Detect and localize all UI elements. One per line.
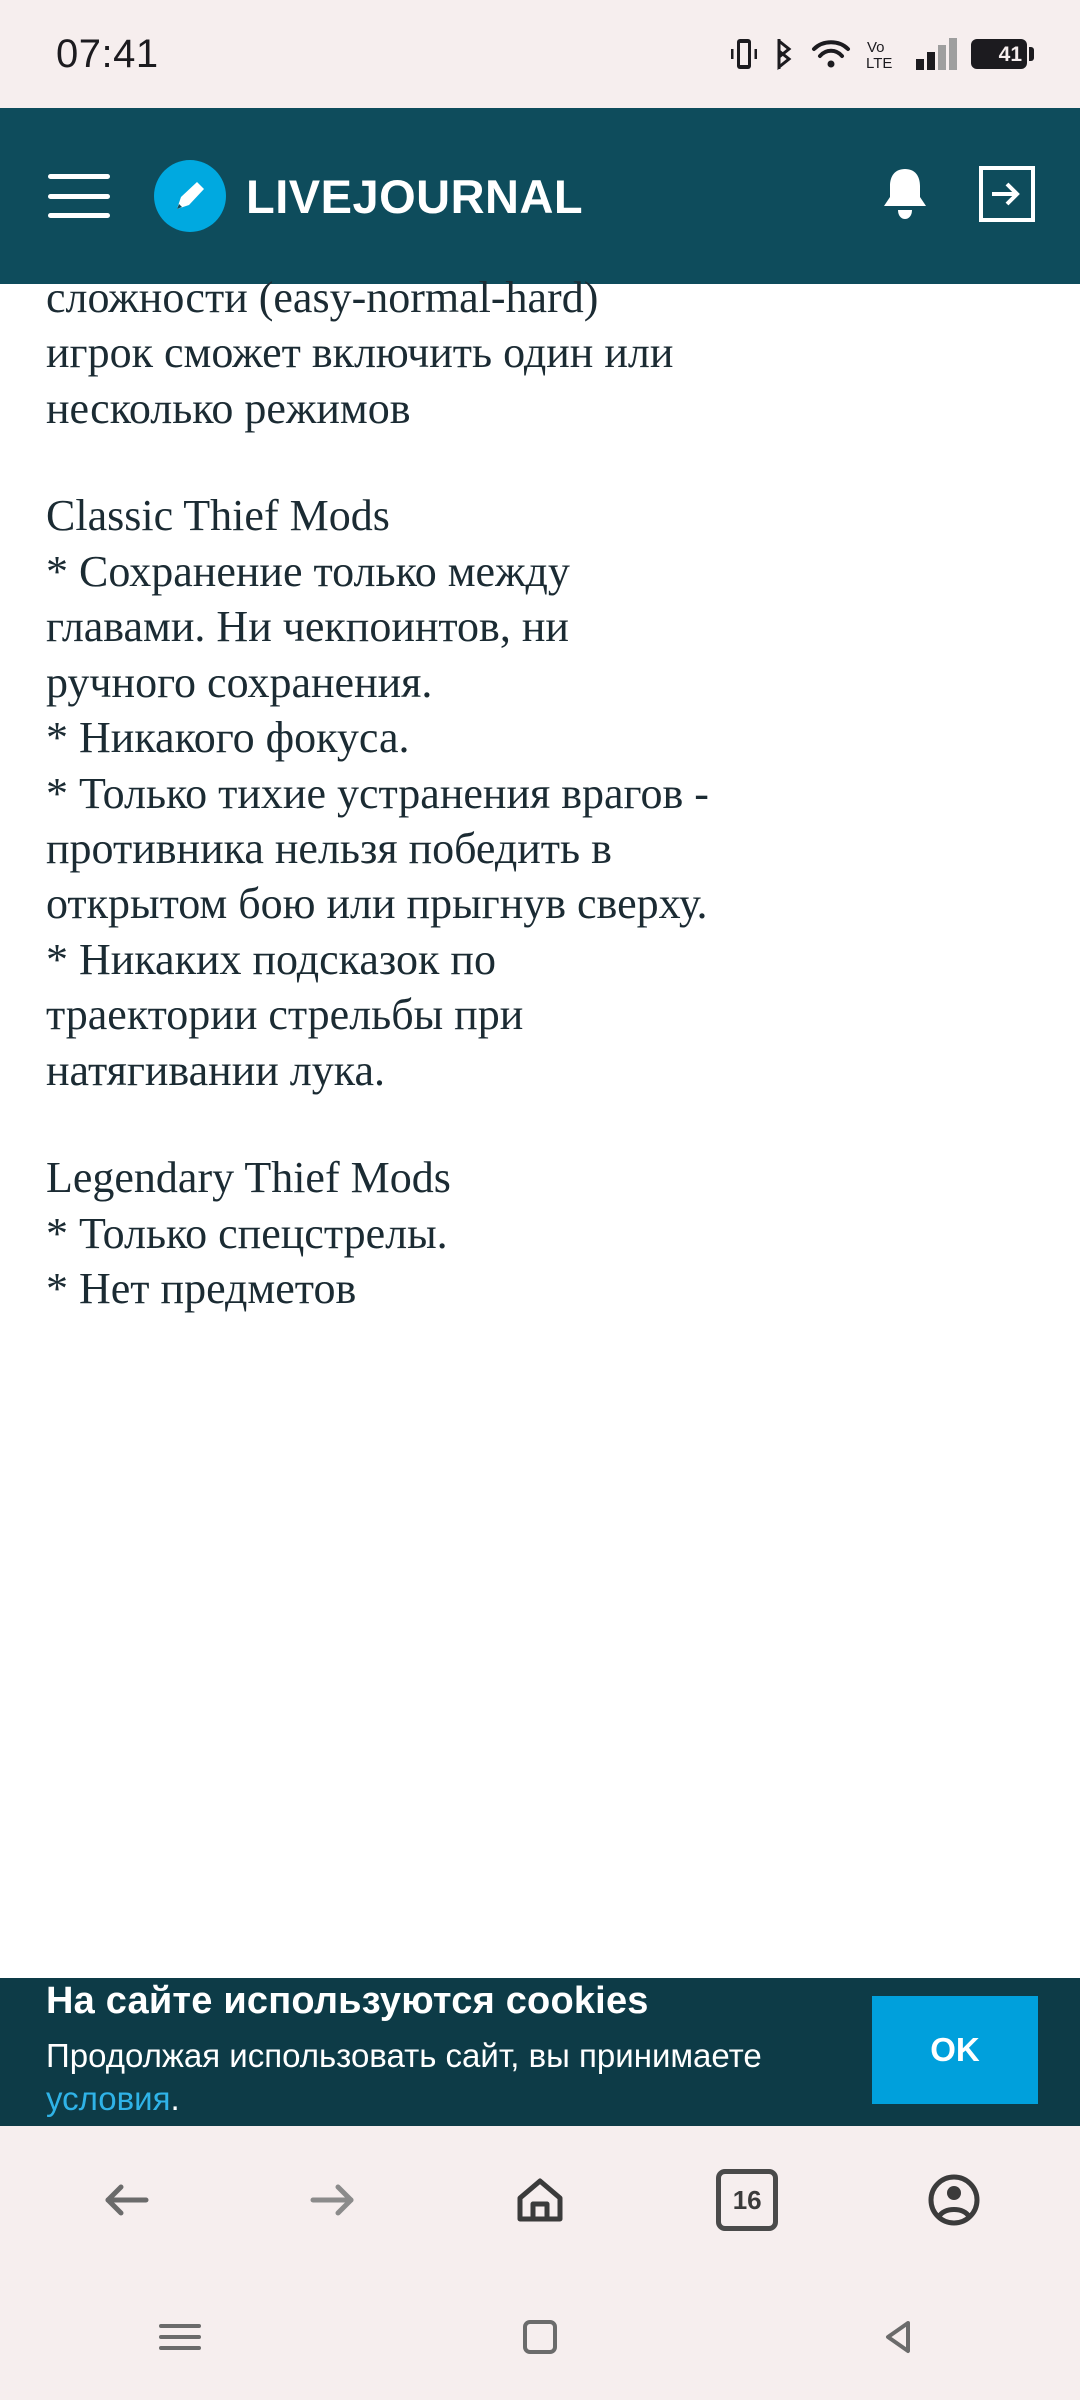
android-navigation-bar <box>0 2274 1080 2400</box>
forward-arrow-icon[interactable] <box>273 2150 393 2250</box>
app-header <box>0 108 1080 284</box>
cookie-terms-link[interactable]: условия <box>46 2079 171 2117</box>
bluetooth-icon <box>771 37 797 71</box>
livejournal-pencil-logo <box>154 160 226 232</box>
vibrate-icon <box>731 37 757 71</box>
cookie-accept-button[interactable]: OK <box>872 1996 1038 2104</box>
app-header-actions <box>878 165 1036 228</box>
cellular-signal-icon <box>915 37 957 71</box>
battery-level-label: 41 <box>998 42 1022 66</box>
hamburger-menu-icon[interactable] <box>48 174 110 218</box>
status-bar-clock: 07:41 <box>56 31 159 76</box>
cookie-consent-banner <box>0 1978 1080 2126</box>
wifi-icon <box>811 37 851 71</box>
cookie-body-text-after: . <box>170 2079 180 2117</box>
livejournal-brand[interactable] <box>154 160 583 232</box>
brand-title: LIVEJOURNAL <box>246 169 584 223</box>
back-triangle-icon[interactable] <box>840 2292 960 2382</box>
tab-counter-icon[interactable] <box>687 2150 807 2250</box>
volte-icon <box>865 36 901 72</box>
article-paragraph: сложности (easy-normal-hard) игрок сможет включить один или несколько режимов <box>46 273 674 433</box>
cookie-banner-body <box>46 2035 846 2119</box>
login-arrow-icon[interactable] <box>978 165 1036 228</box>
article-paragraph: Legendary Thief Mods * Только спецстрелы. * Нет предметов <box>46 1153 451 1313</box>
back-arrow-icon[interactable] <box>66 2150 186 2250</box>
svg-text:Vo: Vo <box>867 39 885 56</box>
article-paragraph: Classic Thief Mods * Сохранение только между главами. Ни чекпоинтов, ни ручного сохранения. * Никакого фокуса. * Только тихие устранения врагов - противника нельзя победить в открытом бою или прыгнув сверху. * Никаких подсказок по траектории стрельбы при натягивании лука. <box>46 491 709 1095</box>
home-square-icon[interactable] <box>480 2292 600 2382</box>
tab-count-label: 16 <box>716 2169 778 2231</box>
status-bar <box>0 0 1080 108</box>
article-body <box>0 270 1080 1316</box>
status-bar-icons <box>731 36 1034 72</box>
bell-icon[interactable] <box>878 165 932 228</box>
browser-bottom-bar <box>0 2126 1080 2274</box>
home-icon[interactable] <box>480 2150 600 2250</box>
account-icon[interactable] <box>894 2150 1014 2250</box>
svg-text:LTE: LTE <box>866 55 893 72</box>
cookie-body-text-before: Продолжая использовать сайт, вы принимаете <box>46 2037 762 2075</box>
battery-icon <box>971 39 1034 69</box>
cookie-banner-title: На сайте используются cookies <box>46 1980 649 2023</box>
recents-hamburger-icon[interactable] <box>120 2292 240 2382</box>
cookie-banner-text <box>46 1980 872 2119</box>
